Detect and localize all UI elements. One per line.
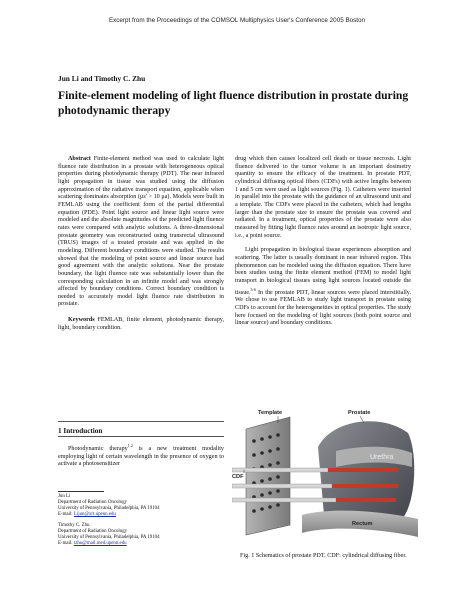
figure-caption: Fig. 1 Schematics of prostate PDT. CDF: cylindrical diffusing fiber. [240,553,407,559]
abstract-paragraph [58,156,224,309]
author-line: Jun Li and Timothy C. Zhu [58,74,146,83]
intro-paragraph [58,442,224,469]
label-prostate: Prostate [348,410,371,416]
intro-ref: 1,2 [127,443,133,448]
footnote-line: Department of Radiation Oncology [58,529,128,535]
keywords-paragraph [58,317,224,332]
keywords-text: FEMLAB, finite element, photodynamic therapy, light, boundary condition. [58,317,224,331]
section-rule-bottom [58,436,224,437]
right-column [235,156,411,328]
running-header: Excerpt from the Proceedings of the COMSOL Multiphysics User's Conference 2005 Boston [108,17,366,24]
prostate-pdt-schematic [232,407,418,543]
footnote-rule [58,491,104,492]
left-column [58,156,224,332]
email-label: E-mail: [58,512,74,518]
template-plate [246,417,290,535]
right-paragraph-1: drug which then causes localized cell death or tissue necrosis. Light fluence delivered to the tumor volume is an important dosimetry quantity to ensure the efficacy of the treatment. In prostate PDT, cylindrical diffusing optical fibers (CDFs) with active lengths between 1 and 5 cm were used as light sources (Fig. 1). Catheters were inserted in parallel into the prostate with the guidance of an ultrasound unit and a template. The CDFs were placed in the catheters, which had lengths larger than the prostate size to ensure the prostate was covered and radiated. In a treatment, optical properties of the prostate were also measured by fitting light fluence rates around an isotropic light source, i.e., a point source. [235,156,411,239]
email-link-2[interactable]: tzhu@mail.med.upenn.edu [73,541,127,547]
footnote-line: Jun Li [58,494,71,499]
label-urethra: Urethra [370,454,394,461]
intro-text-pre: Photodynamic therapy [68,446,128,453]
figure-1 [232,407,418,543]
abstract-text: Finite-element method was used to calculate light fluence rate distribution in a prostate with heterogeneous optical properties during photodynamic therapy (PDT). The near infrared light propagation in tissue was studied using the diffusion approximation of the radiative transport equation, applicable when scattering dominates absorption (μs' > 10 μa). Models were built in FEMLAB using the coefficient form of the partial differential equation (PDE). Point light source and linear light source were modeled and the absolute magnitudes of the predicted light fluence rates were compared with analytic solutions. A three-dimensional prostate geometry was reconstructed using transrectal ultrasound (TRUS) images of a treated prostate and was applied in the modeling. Different boundary conditions were studied. The results showed that the modeling of point source and linear source had good agreement with the analytic solutions. Near the prostate boundary, the light fluence rate was substantially lower than the corresponding calculation in an infinite model and was strongly affected by boundary conditions. Correct boundary condition is needed to accurately model light fluence rate distribution in prostate. [58,156,224,308]
intro-text-post: is a new treatment modality employing light of certain wavelength in the presence of oxygen to activate a photosensitizer [58,446,224,468]
paper-title: Finite-element modeling of light fluence distribution in prostate during photodynamic therapy [58,89,409,117]
right-p2-ref: 3-6 [250,286,256,292]
right-p2-pre: Light propagation in biological tissue experiences absorption and scattering. The latter is usually dominant in near infrared region. This phenomenon can be modeled using the diffusion equation. There have been studies using the finite element method (FEM) to model light transport in biological tissues using light sources located outside the tissue. [235,247,411,296]
right-paragraph-2 [235,247,411,328]
footnote-author-2 [58,523,224,547]
abstract-label: Abstract [68,156,91,162]
footnote-line: University of Pennsylvania, Philadelphia, PA 19104 [58,535,160,541]
keywords-label: Keywords [68,317,95,324]
label-template: Template [258,410,283,416]
label-rectum: Rectum [352,521,373,527]
email-link-1[interactable]: Lijun@xrt.upenn.edu [73,512,116,518]
intro-heading: 1 Introduction [58,427,103,435]
email-label: E-mail: [58,541,74,547]
footnote-line: University of Pennsylvania, Philadelphia, PA 19104 [58,506,160,512]
right-p2-post: In the prostate PDT, linear sources were placed interstitially. We chose to use FEMLAB to study light transport in prostate using CDFs to account for the heterogeneities in optical properties. The study here focused on the modeling of light sources (both point source and linear source) and boundary conditions. [235,289,411,327]
section-rule-top [58,421,224,422]
footnote-line: Department of Radiation Oncology [58,500,128,506]
label-cdf: CDF [232,474,244,480]
footnote-author-1 [58,494,224,518]
footnote-line: Timothy C. Zhu [58,523,90,528]
